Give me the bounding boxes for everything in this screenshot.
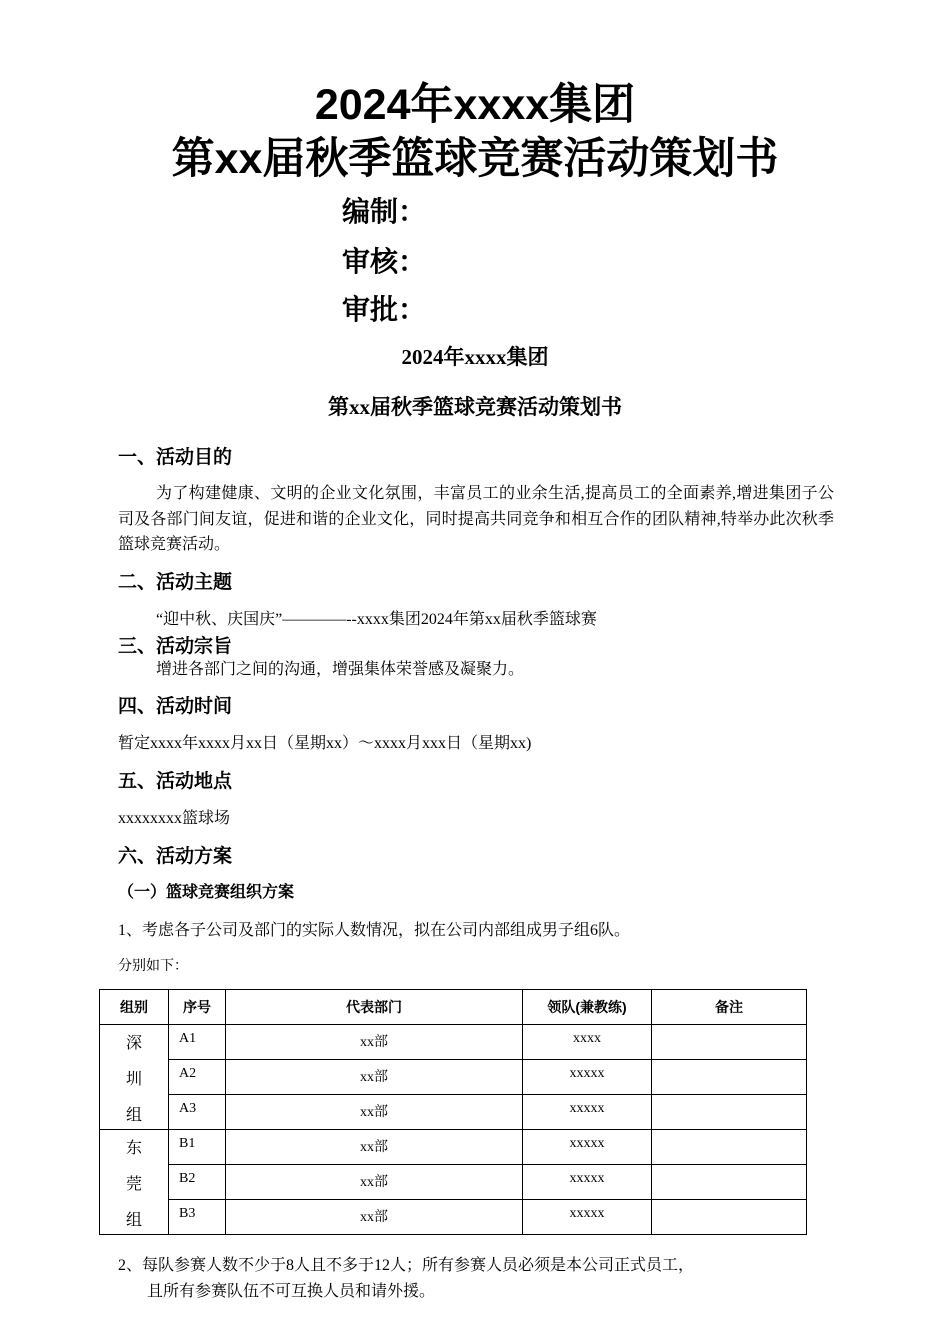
section-tenet-text: 增进各部门之间的沟通，增强集体荣誉感及凝聚力。 [156, 661, 525, 678]
header-group: 组别 [100, 990, 169, 1025]
leader-cell: xxxxx [523, 1130, 652, 1165]
plan-item-2-line2: 且所有参赛队伍不可互换人员和请外援。 [147, 1283, 436, 1300]
dept-cell: xx部 [226, 1200, 523, 1235]
section-plan-heading: 六、活动方案 [118, 846, 233, 867]
plan-item-2-line1: 2、每队参赛人数不少于8人且不多于12人；所有参赛人员必须是本公司正式员工， [118, 1257, 695, 1274]
seq-cell: B1 [169, 1130, 226, 1165]
table-row [100, 1095, 807, 1130]
table-row [100, 1025, 807, 1060]
note-cell [652, 1095, 807, 1130]
section-theme-heading: 二、活动主题 [118, 572, 233, 593]
group-name-char: 组 [125, 1106, 142, 1124]
dept-cell: xx部 [226, 1095, 523, 1130]
leader-cell: xxxxx [523, 1095, 652, 1130]
note-cell [652, 1025, 807, 1060]
header-dept: 代表部门 [226, 990, 523, 1025]
seq-cell: B3 [169, 1200, 226, 1235]
group-name-char: 东 [125, 1139, 142, 1157]
cover-title-line1: 2024年xxxx集团 [314, 81, 636, 129]
section-theme-text: “迎中秋、庆国庆”————--xxxx集团2024年第xx届秋季篮球赛 [156, 611, 597, 628]
section-plan-subheading: （一）篮球竞赛组织方案 [118, 884, 295, 901]
section-purpose-text: 为了构建健康、文明的企业文化氛围，丰富员工的业余生活,提高员工的全面素养,增进集团子公司及各部门间友谊，促进和谐的企业文化，同时提高共同竞争和相互合作的团队精神,特举办此次秋季篮球竞赛活动。 [118, 485, 834, 553]
section-purpose-heading: 一、活动目的 [118, 447, 233, 468]
teams-table [99, 989, 807, 1235]
table-row [100, 1165, 807, 1200]
seq-cell: A3 [169, 1095, 226, 1130]
header-note: 备注 [652, 990, 807, 1025]
section-time-text: 暂定xxxx年xxxx月xx日（星期xx）～xxxx月xxx日（星期xx) [118, 735, 532, 752]
plan-item-1: 1、考虑各子公司及部门的实际人数情况，拟在公司内部组成男子组6队。 [118, 922, 631, 939]
note-cell [652, 1200, 807, 1235]
note-cell [652, 1165, 807, 1200]
header-seq: 序号 [169, 990, 226, 1025]
seq-cell: B2 [169, 1165, 226, 1200]
group-cell-shenzhen [100, 1025, 169, 1130]
section-venue-heading: 五、活动地点 [118, 771, 233, 792]
leader-cell: xxxxx [523, 1165, 652, 1200]
approved-by-label: 审批： [342, 294, 427, 325]
seq-cell: A1 [169, 1025, 226, 1060]
group-cell-dongguan [100, 1130, 169, 1235]
doc-title-line2: 第xx届秋季篮球竞赛活动策划书 [328, 395, 622, 419]
section-tenet-heading: 三、活动宗旨 [118, 636, 233, 657]
table-row [100, 1060, 807, 1095]
dept-cell: xx部 [226, 1130, 523, 1165]
group-name-char: 深 [125, 1034, 142, 1052]
reviewed-by-label: 审核： [342, 246, 427, 277]
table-row [100, 1200, 807, 1235]
note-cell [652, 1060, 807, 1095]
doc-title-line1: 2024年xxxx集团 [401, 345, 549, 369]
leader-cell: xxxxx [523, 1200, 652, 1235]
group-name-char: 组 [125, 1211, 142, 1229]
dept-cell: xx部 [226, 1025, 523, 1060]
compiled-by-label: 编制： [342, 196, 427, 227]
dept-cell: xx部 [226, 1165, 523, 1200]
group-name-char: 圳 [125, 1070, 142, 1088]
dept-cell: xx部 [226, 1060, 523, 1095]
plan-lead-text: 分别如下： [118, 959, 188, 974]
cover-title-line2: 第xx届秋季篮球竞赛活动策划书 [171, 135, 779, 183]
header-leader: 领队(兼教练) [523, 990, 652, 1025]
note-cell [652, 1130, 807, 1165]
group-name-char: 莞 [125, 1175, 142, 1193]
table-row [100, 1130, 807, 1165]
section-time-heading: 四、活动时间 [118, 696, 233, 717]
table-header-row [100, 990, 807, 1025]
seq-cell: A2 [169, 1060, 226, 1095]
section-venue-text: xxxxxxxx篮球场 [118, 810, 231, 827]
leader-cell: xxxx [523, 1025, 652, 1060]
leader-cell: xxxxx [523, 1060, 652, 1095]
